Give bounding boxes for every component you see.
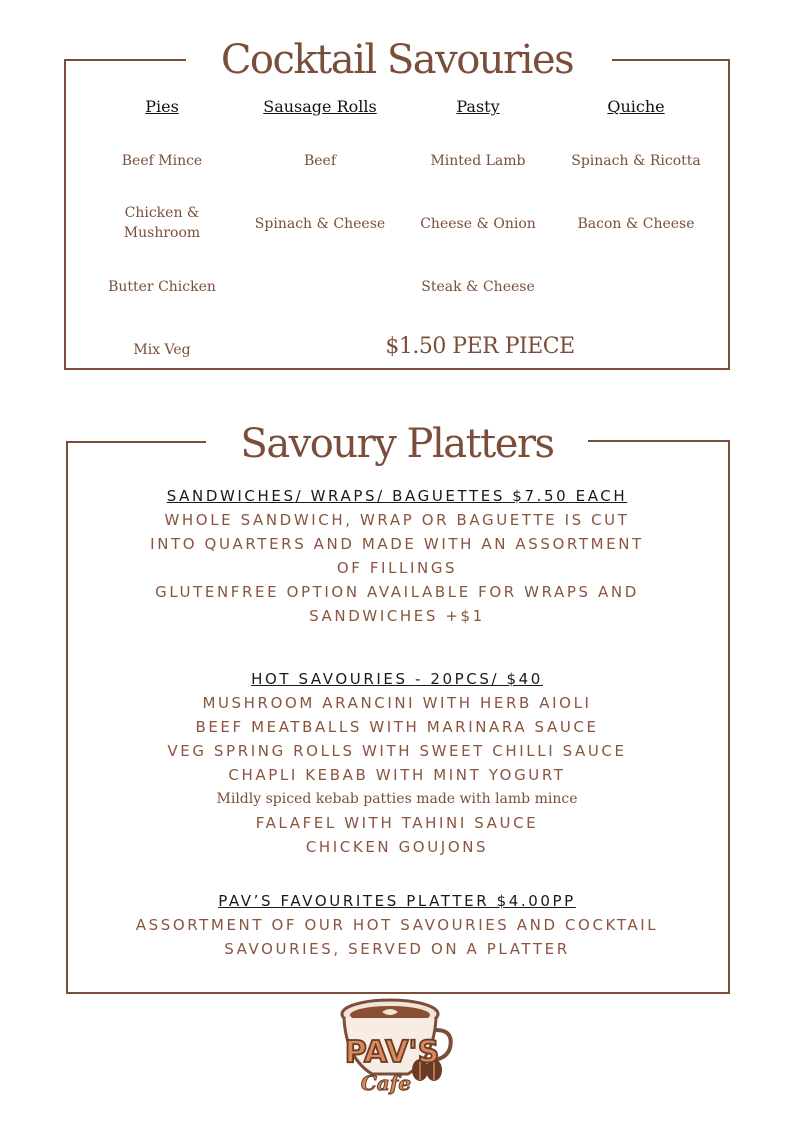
sp-frame-left <box>66 441 68 994</box>
pavs-cafe-logo <box>316 996 468 1100</box>
sp-frame-right <box>728 440 730 994</box>
column-header-quiche: Quiche <box>607 97 665 116</box>
menu-item: Spinach & Ricotta <box>571 153 701 169</box>
cs-frame-right <box>728 59 730 370</box>
menu-item: Cheese & Onion <box>420 216 536 232</box>
menu-item: Beef Mince <box>121 153 203 169</box>
hot-savoury-item: VEG SPRING ROLLS WITH SWEET CHILLI SAUCE <box>167 742 627 760</box>
savoury-platters-title: Savoury Platters <box>240 421 554 467</box>
logo-subtext: Cafe <box>360 1071 412 1095</box>
sandwiches-description: GLUTENFREE OPTION AVAILABLE FOR WRAPS AND <box>155 583 639 601</box>
sp-frame-bottom <box>66 992 730 994</box>
hot-savoury-item: CHAPLI KEBAB WITH MINT YOGURT <box>228 766 566 784</box>
hot-savouries-heading: HOT SAVOURIES - 20PCS/ $40 <box>251 670 543 688</box>
menu-item: Mix Veg <box>133 342 191 358</box>
cocktail-price: $1.50 PER PIECE <box>385 334 575 359</box>
favourites-heading: PAV’S FAVOURITES PLATTER $4.00PP <box>218 892 576 910</box>
column-header-pies: Pies <box>145 97 179 116</box>
menu-item: Steak & Cheese <box>421 279 535 295</box>
hot-savoury-item: MUSHROOM ARANCINI WITH HERB AIOLI <box>202 694 592 712</box>
hot-savoury-note: Mildly spiced kebab patties made with lamb mince <box>216 791 578 807</box>
sandwiches-description: OF FILLINGS <box>336 559 458 577</box>
cocktail-savouries-title: Cocktail Savouries <box>220 37 574 83</box>
logo-text: PAV'S <box>344 1035 440 1070</box>
sandwiches-description: INTO QUARTERS AND MADE WITH AN ASSORTMENT <box>150 535 644 553</box>
favourites-description: SAVOURIES, SERVED ON A PLATTER <box>224 940 570 958</box>
hot-savoury-item: CHICKEN GOUJONS <box>305 838 489 856</box>
hot-savoury-item: FALAFEL WITH TAHINI SAUCE <box>255 814 539 832</box>
menu-item: Minted Lamb <box>430 153 526 169</box>
column-header-sausage-rolls: Sausage Rolls <box>263 97 377 116</box>
favourites-description: ASSORTMENT OF OUR HOT SAVOURIES AND COCKTAIL <box>135 916 659 934</box>
menu-item: Beef <box>303 153 337 169</box>
hot-savoury-item: BEEF MEATBALLS WITH MARINARA SAUCE <box>195 718 599 736</box>
menu-item: Bacon & Cheese <box>577 216 695 232</box>
sandwiches-description: WHOLE SANDWICH, WRAP OR BAGUETTE IS CUT <box>164 511 630 529</box>
menu-item: Spinach & Cheese <box>254 216 386 232</box>
column-header-pasty: Pasty <box>456 97 500 116</box>
cs-frame-left <box>64 59 66 370</box>
sandwiches-heading: SANDWICHES/ WRAPS/ BAGUETTES $7.50 EACH <box>166 487 628 505</box>
menu-item: Butter Chicken <box>108 279 216 295</box>
sandwiches-description: SANDWICHES +$1 <box>309 607 485 625</box>
cs-frame-bottom <box>64 368 730 370</box>
menu-item: Chicken & Mushroom <box>123 205 201 241</box>
